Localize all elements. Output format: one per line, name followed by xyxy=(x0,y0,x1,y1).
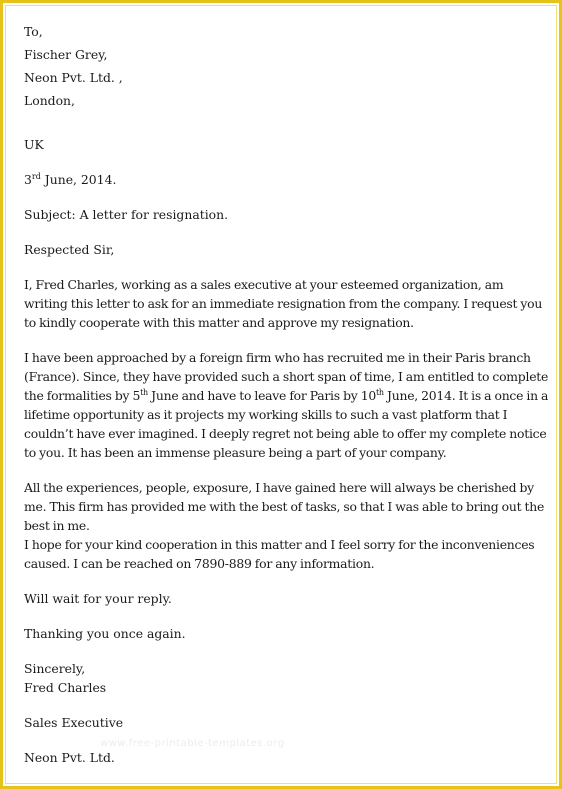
resignation-letter xyxy=(24,22,549,767)
watermark-text: www.free-printable-templates.org xyxy=(100,738,285,749)
date-suffix: rd xyxy=(31,171,41,181)
paragraph-experience: All the experiences, people, exposure, I have gained here will always be cherished by me. This firm has provided me with the best of tasks, so that I was able to bring out the best in me. xyxy=(24,480,545,533)
sender-company: Neon Pvt. Ltd. xyxy=(24,750,115,765)
reason-part1: I have been approached by a foreign firm who has recruited me in their Paris branch (France). Since, they have provided such a short span of time, I am entitled to complete the formalities by 5 xyxy=(24,350,549,403)
reason-part2: June and have to leave for Paris by 10 xyxy=(147,388,376,403)
recipient-company: Neon Pvt. Ltd. , xyxy=(24,70,123,85)
signoff: Sincerely, xyxy=(24,661,86,676)
recipient-country: UK xyxy=(24,137,44,152)
paragraph-reason xyxy=(24,348,549,462)
reason-part3: June, 2014. It is a once in a lifetime opportunity as it projects my working skills to such a vast platform that I couldn’t have ever imagined. I deeply regret not being able to offer my complete notice to you. It has been an immense pleasure being a part of your company. xyxy=(24,388,549,460)
letter-subject: Subject: A letter for resignation. xyxy=(24,207,229,222)
date-rest: June, 2014. xyxy=(40,172,117,187)
reason-sup1: th xyxy=(140,387,148,397)
recipient-name: Fischer Grey, xyxy=(24,47,108,62)
letter-date xyxy=(24,170,549,189)
paragraph-cooperation: I hope for your kind cooperation in this matter and I feel sorry for the inconveniences caused. I can be reached on 7890-889 for any information. xyxy=(24,537,535,571)
date-day: 3 xyxy=(24,172,32,187)
recipient-to: To, xyxy=(24,24,43,39)
reason-sup2: th xyxy=(375,387,384,397)
closing-thanks: Thanking you once again. xyxy=(24,626,186,641)
recipient-city: London, xyxy=(24,93,75,108)
closing-wait: Will wait for your reply. xyxy=(24,591,172,606)
sender-title: Sales Executive xyxy=(24,715,124,730)
sender-name: Fred Charles xyxy=(24,680,107,695)
salutation: Respected Sir, xyxy=(24,242,115,257)
paragraph-intro: I, Fred Charles, working as a sales executive at your esteemed organization, am writing this letter to ask for an immediate resignation from the company. I request you to kindly cooperate with this matter and approve my resignation. xyxy=(24,277,543,330)
